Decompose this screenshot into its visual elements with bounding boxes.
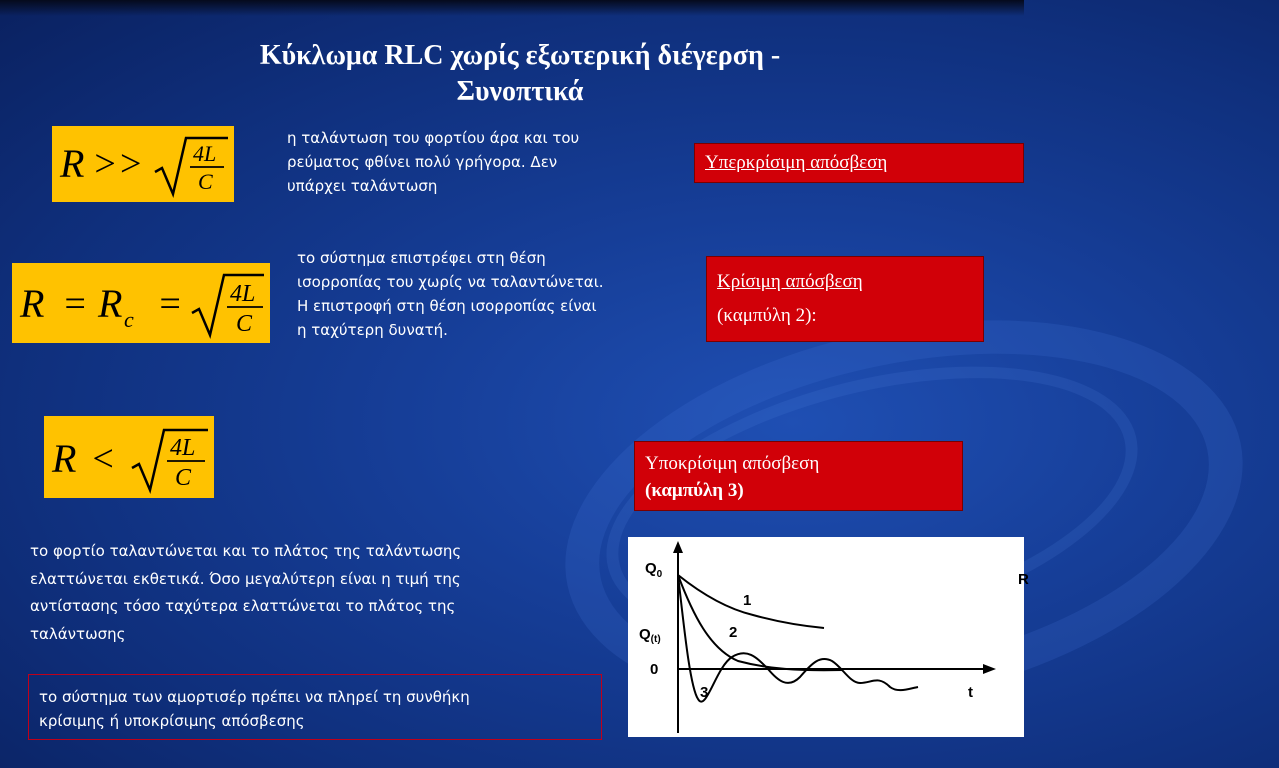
text-line: κρίσιμης ή υποκρίσιμης απόσβεσης	[39, 712, 305, 730]
zero-label: 0	[650, 661, 659, 678]
underdamped-label: Υποκρίσιμη απόσβεση	[645, 453, 820, 474]
critical-description	[297, 246, 687, 342]
damping-curves-diagram	[628, 537, 1029, 737]
formula-equals: =	[157, 283, 183, 325]
fraction-numerator: 4L	[193, 141, 217, 166]
critical-label-box	[706, 256, 984, 342]
underdamped-label-note: (καμπύλη 3)	[645, 480, 744, 501]
formula-subscript-c: c	[124, 307, 134, 332]
text-line: η ταλάντωση του φορτίου άρα και του	[287, 129, 580, 147]
fraction-numerator: 4L	[170, 435, 196, 461]
formula-r: R	[60, 141, 85, 186]
formula-r: R	[52, 436, 77, 481]
overdamped-description	[287, 126, 647, 198]
text-line: ισορροπίας του χωρίς να ταλαντώνεται.	[297, 273, 604, 291]
formula-equals: =	[62, 283, 88, 325]
text-line: το σύστημα επιστρέφει στη θέση	[297, 249, 546, 267]
text-line: αντίστασης τόσο ταχύτερα ελαττώνεται το πλάτος της	[30, 597, 456, 615]
curve-2-label: 2	[729, 624, 738, 641]
critical-label: Κρίσιμη απόσβεση	[717, 271, 863, 292]
underdamped-description	[30, 538, 570, 648]
text-line: το φορτίο ταλαντώνεται και το πλάτος της ταλάντωσης	[30, 542, 462, 560]
fraction-denominator: C	[175, 465, 192, 491]
slide-title	[170, 38, 870, 110]
fraction-denominator: C	[236, 311, 253, 337]
sqrt-sign	[155, 138, 228, 194]
curve-1-label: 1	[743, 592, 752, 609]
formula-r: R	[20, 281, 45, 326]
underdamped-label-box	[634, 441, 963, 511]
text-line: Η επιστροφή στη θέση ισορροπίας είναι	[297, 297, 597, 315]
fraction-denominator: C	[198, 169, 213, 194]
shock-absorber-note-box	[28, 674, 602, 740]
slide-title-line2: Συνοπτικά	[456, 76, 584, 107]
curve-3-underdamped	[678, 575, 918, 702]
slide-title-line1: Κύκλωμα RLC χωρίς εξωτερική διέγερση -	[259, 40, 781, 71]
text-line: ελαττώνεται εκθετικά. Όσο μεγαλύτερη είναι η τιμή της	[30, 569, 461, 588]
text-line: υπάρχει ταλάντωση	[287, 177, 438, 195]
qt-label: $Q_{(t)}$	[639, 626, 661, 645]
formula-operator: >>	[92, 143, 144, 185]
q0-label: $Q_0$	[645, 560, 663, 580]
text-line: ρεύματος φθίνει πολύ γρήγορα. Δεν	[287, 153, 558, 171]
y-axis-arrow	[673, 541, 683, 553]
top-shadow-bar	[0, 0, 1024, 16]
overdamped-label-box	[694, 143, 1024, 183]
critical-label-note: (καμπύλη 2):	[717, 305, 817, 326]
formula-underdamped	[44, 416, 214, 498]
t-label: t	[968, 684, 973, 701]
x-axis-arrow	[983, 664, 996, 674]
fraction-numerator: 4L	[230, 281, 256, 307]
overdamped-label: Υπερκρίσιμη απόσβεση	[705, 152, 888, 173]
edge-text: R	[1018, 571, 1029, 588]
formula-operator: <	[90, 438, 116, 480]
text-line: ταλάντωσης	[30, 624, 126, 643]
formula-critical	[12, 263, 270, 343]
formula-overdamped	[52, 126, 234, 202]
curve-3-label: 3	[700, 684, 709, 701]
text-line: η ταχύτερη δυνατή.	[297, 321, 448, 339]
curve-2-critical	[678, 575, 843, 670]
text-line: το σύστημα των αμορτισέρ πρέπει να πληρεί τη συνθήκη	[39, 688, 470, 706]
formula-rc: R	[98, 281, 123, 326]
